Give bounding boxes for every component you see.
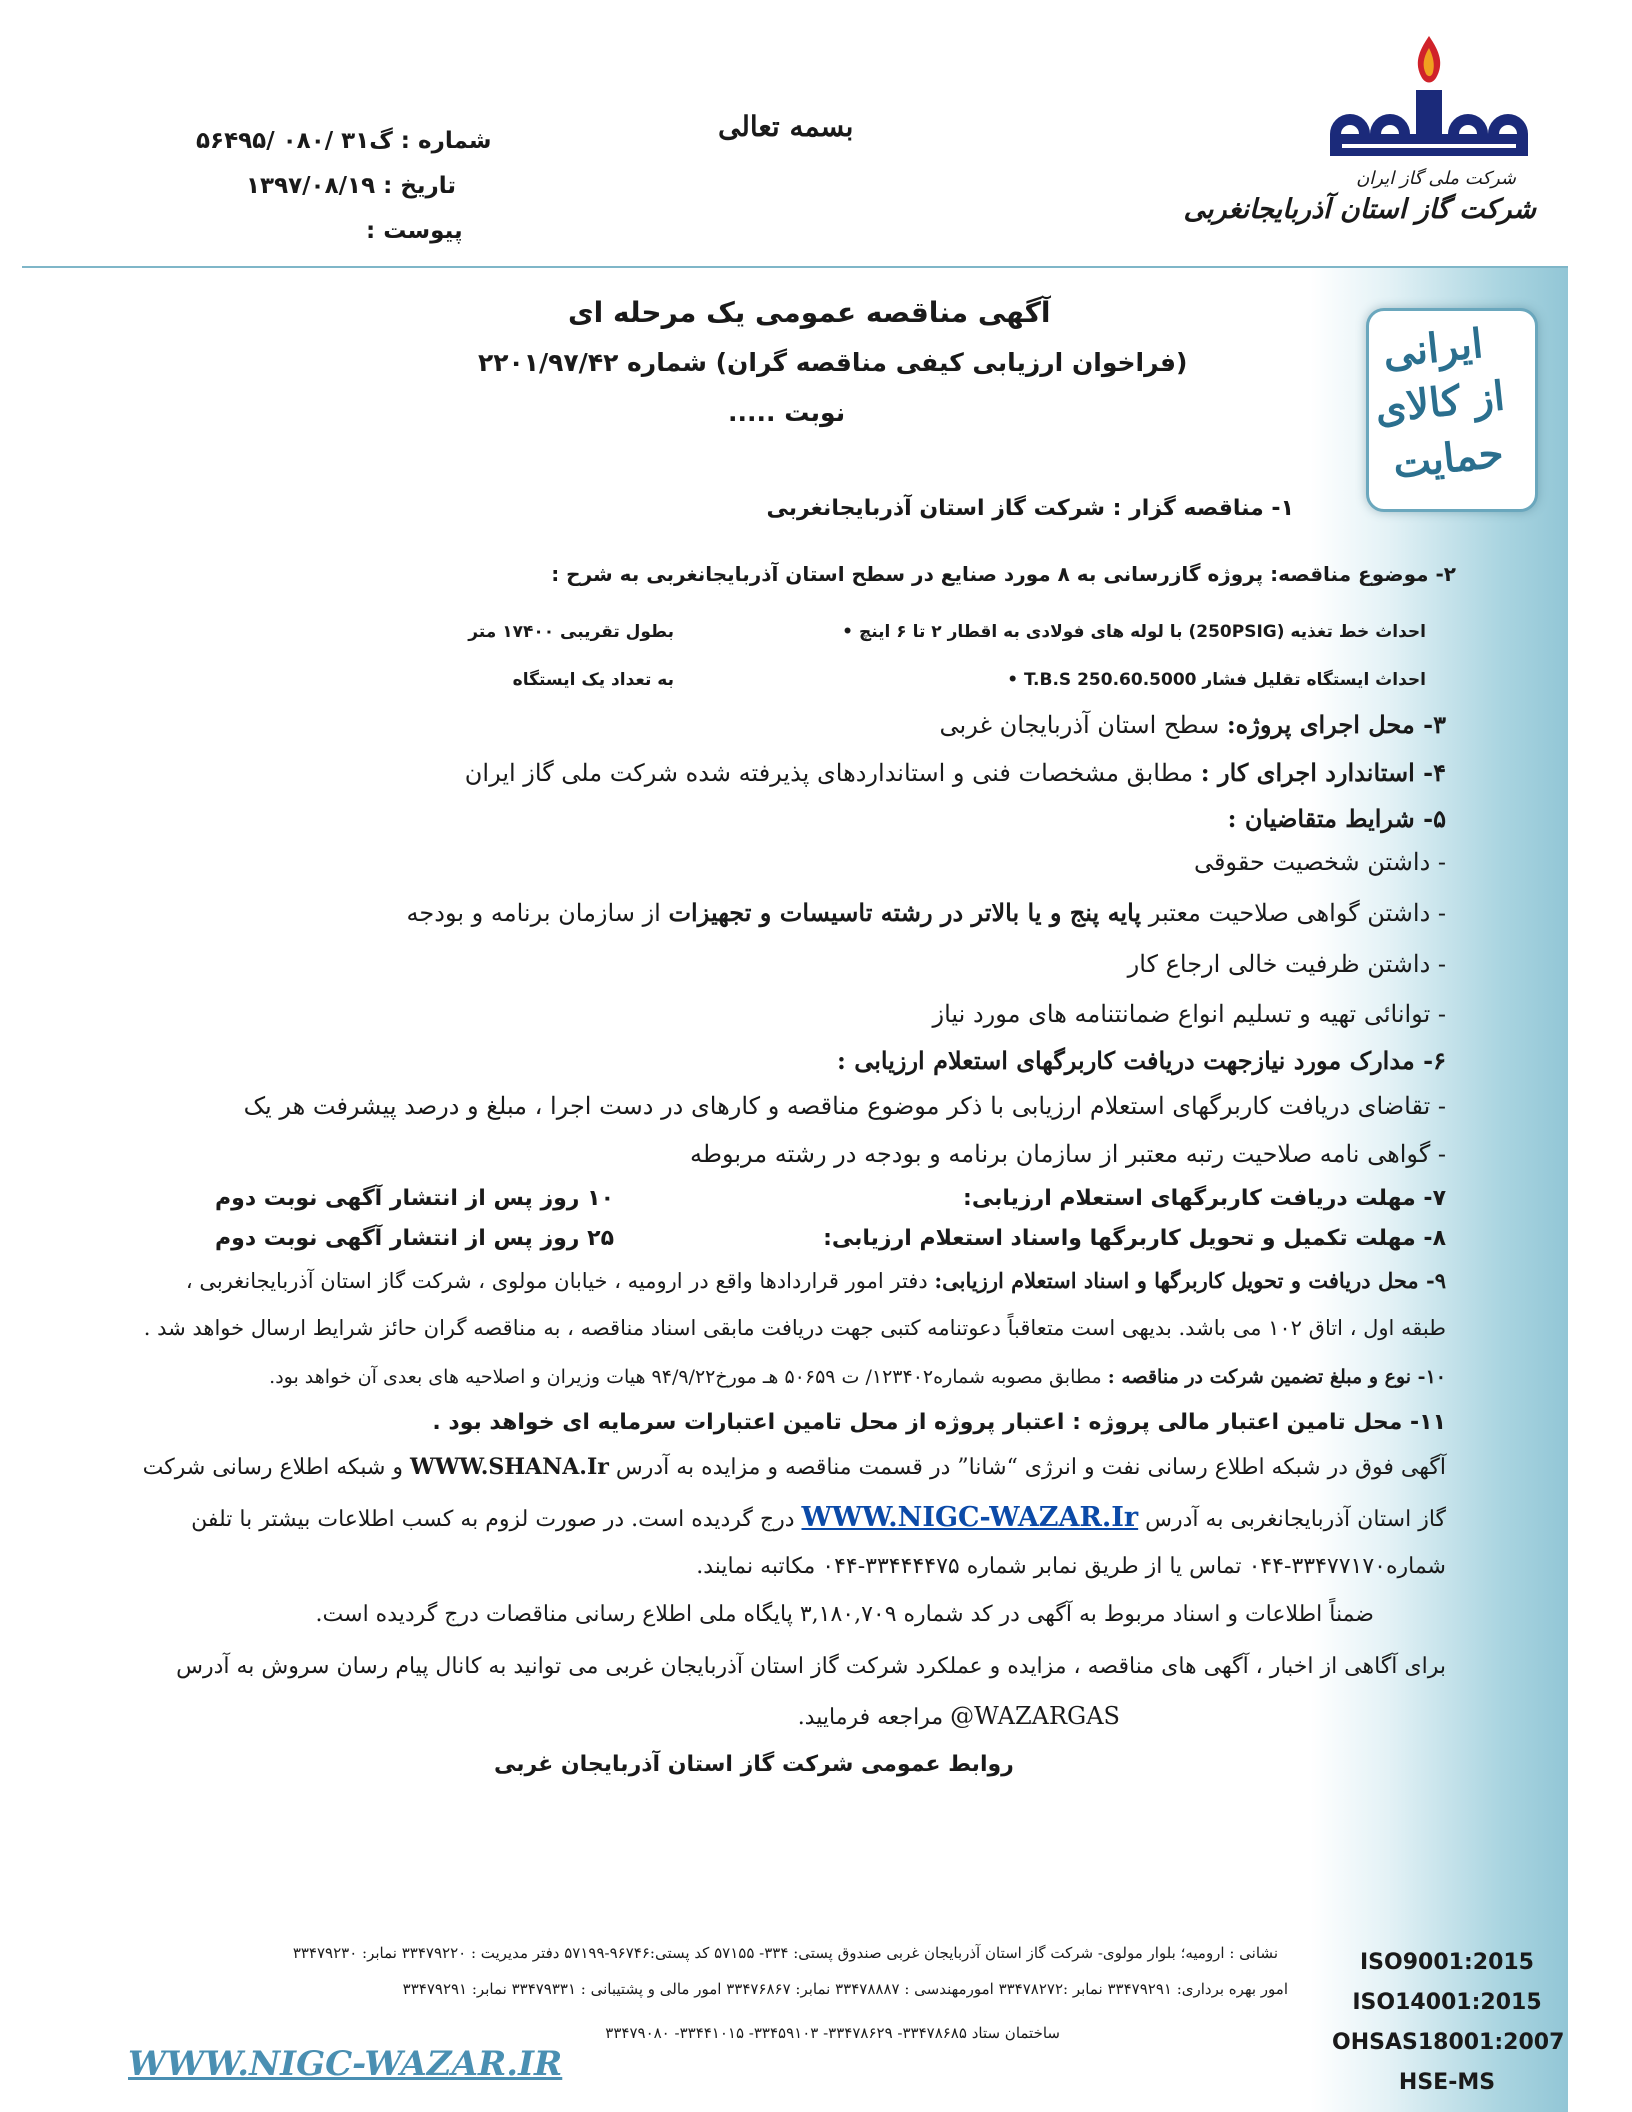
para-4: ضمناً اطلاعات و اسناد مربوط به آگهی در کد شماره ۳,۱۸۰,۷۰۹ پایگاه ملی اطلاع رسانی مناقصات درج گردیده است.: [315, 1602, 1374, 1627]
notice-subtitle: (فراخوان ارزیابی کیفی مناقصه گران) شماره ۲۲۰۱/۹۷/۴۲: [478, 348, 1188, 377]
para-5: برای آگاهی از اخبار ، آگهی های مناقصه ، مزایده و عملکرد شرکت گاز استان آذربایجان غربی می توانید به کانال پیام رسان سروش به آدرس: [176, 1654, 1446, 1679]
item-5-b: - داشتن گواهی صلاحیت معتبر پایه پنج و یا بالاتر در رشته تاسیسات و تجهیزات از سازمان برنامه و بودجه: [406, 898, 1446, 927]
item-7-label: ۷- مهلت دریافت کاربرگهای استعلام ارزیابی:: [963, 1186, 1446, 1211]
item-5-c: - داشتن ظرفیت خالی ارجاع کار: [1127, 950, 1446, 978]
shana-link[interactable]: WWW.SHANA.Ir: [410, 1454, 609, 1480]
item-11: ۱۱- محل تامین اعتبار مالی پروژه : اعتبار پروژه از محل تامین اعتبارات سرمایه ای خواهد بود .: [432, 1410, 1446, 1435]
item-5-d: - توانائی تهیه و تسلیم انواع ضمانتنامه های مورد نیاز: [932, 1000, 1446, 1028]
letter-date: تاریخ : ۱۳۹۷/۰۸/۱۹: [246, 173, 457, 199]
item-9: ۹- محل دریافت و تحویل کاربرگها و اسناد استعلام ارزیابی: دفتر امور قراردادها واقع در ارومیه ، خیابان مولوی ، شرکت گاز استان آذربایجانغربی ،: [185, 1268, 1446, 1293]
logo-line-1: شرکت ملی گاز ایران: [1356, 168, 1516, 189]
para-2: گاز استان آذربایجانغربی به آدرس WWW.NIGC-WAZAR.Ir درج گردیده است. در صورت لزوم به کسب اطلاعات بیشتر با تلفن: [191, 1502, 1446, 1533]
item-7-value: ۱۰ روز پس از انتشار آگهی نوبت دوم: [215, 1186, 614, 1211]
item-6: ۶- مدارک مورد نیازجهت دریافت کاربرگهای استعلام ارزیابی :: [836, 1046, 1446, 1075]
item-5-a: - داشتن شخصیت حقوقی: [1193, 848, 1446, 876]
company-logo: [1183, 34, 1536, 244]
notice-turn: نوبت .....: [728, 398, 846, 427]
notice-title: آگهی مناقصه عمومی یک مرحله ای: [568, 296, 1051, 329]
letter-attachment: پیوست :: [366, 218, 463, 244]
logo-line-2: شرکت گاز استان آذربایجانغربی: [1183, 194, 1536, 225]
item-8-value: ۲۵ روز پس از انتشار آگهی نوبت دوم: [215, 1226, 614, 1251]
letter-number: شماره : گ۳۱ /۰۸۰ /۵۶۴۹۵: [196, 128, 492, 154]
iso-9001: ISO9001:2015: [1360, 1950, 1534, 1975]
item-3: ۳- محل اجرای پروژه: سطح استان آذربایجان غربی: [939, 710, 1446, 739]
soroush-handle[interactable]: @WAZARGAS: [950, 1702, 1120, 1730]
badge-word-1: ایرانی: [1380, 319, 1486, 378]
bullet-1-qty: بطول تقریبی ۱۷۴۰۰ متر: [468, 622, 674, 642]
item-9-line-2: طبقه اول ، اتاق ۱۰۲ می باشد. بدیهی است متعاقباً دعوتنامه کتبی جهت دریافت مابقی اسناد مناقصه ، به مناقصه گران حائز شرایط ارسال خواهد شد .: [143, 1316, 1446, 1340]
hse-ms: HSE-MS: [1398, 2070, 1496, 2095]
footer-address-1: نشانی : ارومیه؛ بلوار مولوی- شرکت گاز استان آذربایجان غربی صندوق پستی: ۳۳۴- ۵۷۱۵۵ کد پستی:۹۶۷۴۶-۵۷۱۹۹ دفتر مدیریت : ۳۳۴۷۹۲۲۰ نمابر: ۳۳۴۷۹۲۳۰: [292, 1944, 1278, 1962]
footer-website-link[interactable]: WWW.NIGC-WAZAR.IR: [128, 2044, 563, 2084]
nigc-wazar-link[interactable]: WWW.NIGC-WAZAR.Ir: [801, 1502, 1139, 1533]
bullet-2-text: احداث ایستگاه تقلیل فشار T.B.S 250.60.5000 •: [1007, 670, 1426, 690]
basmala: بسمه تعالی: [718, 110, 854, 143]
item-8-label: ۸- مهلت تکمیل و تحویل کاربرگها واسناد استعلام ارزیابی:: [823, 1226, 1446, 1251]
para-3: شماره۳۳۴۷۷۱۷۰-۰۴۴ تماس یا از طریق نمابر شماره ۳۳۴۴۴۴۷۵-۰۴۴ مکاتبه نمایند.: [696, 1554, 1446, 1579]
item-2: ۲- موضوع مناقصه: پروژه گازرسانی به ۸ مورد صنایع در سطح استان آذربایجانغربی به شرح :: [551, 562, 1456, 586]
footer-address-2: امور بهره برداری: ۳۳۴۷۹۲۹۱ نمابر :۳۳۴۷۸۲۷۲ امورمهندسی : ۳۳۴۷۸۸۸۷ نمابر: ۳۳۴۷۶۸۶۷ امور مالی و پشتیبانی : ۳۳۴۷۹۳۳۱ نمابر: ۳۳۴۷۹۲۹۱: [402, 1980, 1288, 1998]
bullet-1-text: احداث خط تغذیه (250PSIG) با لوله های فولادی به اقطار ۲ تا ۶ اینچ •: [842, 622, 1426, 642]
footer-address-3: ساختمان ستاد ۳۳۴۷۸۶۸۵- ۳۳۴۷۸۶۲۹- ۳۳۴۵۹۱۰۳- ۳۳۴۴۱۰۱۵- ۳۳۴۷۹۰۸۰: [605, 2024, 1060, 2042]
item-6-b: - گواهی نامه صلاحیت رتبه معتبر از سازمان برنامه و بودجه در رشته مربوطه: [689, 1140, 1446, 1168]
flame-logo-icon: [1322, 34, 1536, 174]
item-1: ۱- مناقصه گزار : شرکت گاز استان آذربایجانغربی: [766, 496, 1294, 521]
badge-word-2: از کالای: [1372, 372, 1507, 433]
badge-word-3: حمایت: [1390, 429, 1506, 488]
para-6: @WAZARGAS مراجعه فرمایید.: [797, 1702, 1120, 1730]
iso-14001: ISO14001:2015: [1352, 1990, 1542, 2015]
item-5: ۵- شرایط متقاضیان :: [1227, 804, 1446, 833]
para-1: آگهی فوق در شبکه اطلاع رسانی نفت و انرژی “شانا” در قسمت مناقصه و مزایده به آدرس WWW.SHANA.Ir و شبکه اطلاع رسانی شرکت: [142, 1454, 1446, 1480]
header-divider: [22, 266, 1568, 268]
item-10: ۱۰- نوع و مبلغ تضمین شرکت در مناقصه : مطابق مصوبه شماره۱۲۳۴۰۲/ ت ۵۰۶۵۹ هـ مورخ۹۴/۹/۲۲ هیات وزیران و اصلاحیه های بعدی آن خواهد بود.: [269, 1366, 1446, 1388]
bullet-2-qty: به تعداد یک ایستگاه: [512, 670, 674, 690]
ohsas-18001: OHSAS18001:2007: [1332, 2030, 1565, 2055]
item-6-a: - تقاضای دریافت کاربرگهای استعلام ارزیابی با ذکر موضوع مناقصه و کارهای در دست اجرا ، مبلغ و درصد پیشرفت هر یک: [243, 1092, 1446, 1120]
iranian-goods-badge: [1366, 308, 1538, 512]
signature: روابط عمومی شرکت گاز استان آذربایجان غربی: [494, 1752, 1014, 1777]
item-4: ۴- استاندارد اجرای کار : مطابق مشخصات فنی و استانداردهای پذیرفته شده شرکت ملی گاز ایران: [464, 758, 1446, 787]
